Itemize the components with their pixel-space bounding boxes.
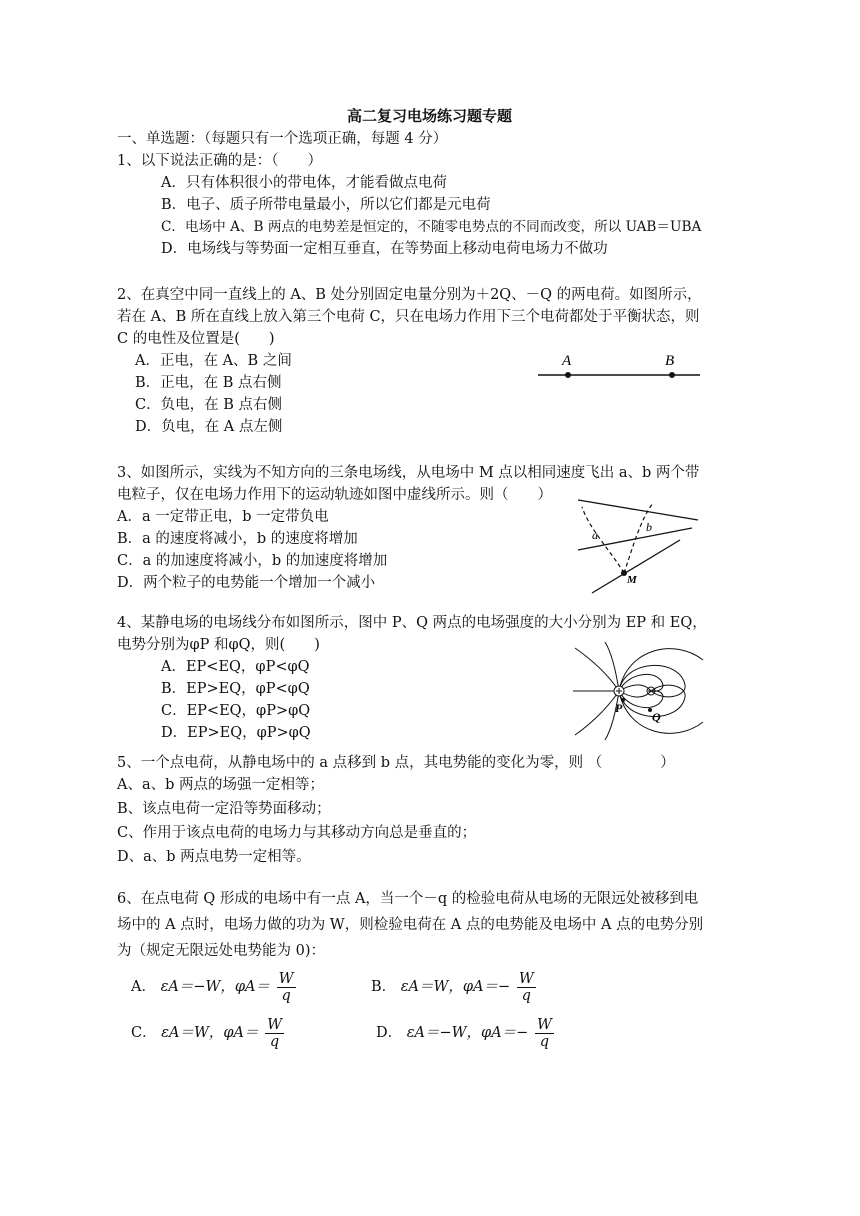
q6-option-a (131, 970, 298, 1004)
q1-option-a: A．只有体积很小的带电体，才能看做点电荷 (161, 175, 447, 191)
q6-option-a-fraction: $\frac{W}{q}$ (278, 970, 294, 1004)
q4-fig-label-p: P (615, 701, 623, 715)
q4-figure (565, 640, 705, 742)
q4-fig-label-q: Q (652, 710, 661, 724)
q6-option-c (131, 1016, 286, 1050)
q3-fig-label-m: M (627, 574, 637, 586)
q2-option-a: A．正电，在 A、B 之间 (135, 353, 292, 369)
q6-option-a-expr: εA＝−W，φA＝ (160, 979, 271, 995)
q4-option-a: A．EP<EQ，φP<φQ (161, 659, 310, 675)
q3-option-a: A．a 一定带正电，b 一定带负电 (117, 509, 329, 525)
q6-option-b (371, 970, 538, 1004)
q3-fig-label-a: a (592, 528, 598, 542)
q2-option-d: D．负电，在 A 点左侧 (135, 419, 283, 435)
q2-stem-line1: 2、在真空中同一直线上的 A、B 处分别固定电量分别为＋2Q、－Q 的两电荷。如图所示， (117, 287, 702, 303)
q2-option-b: B．正电，在 B 点右侧 (135, 375, 282, 391)
q5-option-c: C、作用于该点电荷的电场力与其移动方向总是垂直的； (117, 825, 477, 841)
q2-stem-line3: C 的电性及位置是( ) (117, 331, 275, 347)
q4-option-b: B．EP>EQ，φP<φQ (161, 681, 310, 697)
section-heading: 一、单选题：（每题只有一个选项正确，每题 4 分） (117, 131, 448, 147)
q6-option-a-label: A． (131, 979, 156, 995)
q3-fig-label-b: b (646, 520, 652, 534)
q2-fig-label-b: B (665, 353, 675, 369)
q3-option-c: C．a 的加速度将减小，b 的加速度将增加 (117, 553, 388, 569)
q3-option-b: B．a 的速度将减小，b 的速度将增加 (117, 531, 358, 547)
q6-option-c-fraction: $\frac{W}{q}$ (267, 1016, 283, 1050)
q6-option-d-expr: εA＝−W，φA＝− (406, 1025, 529, 1041)
q1-option-c: C．电场中 A、B 两点的电势差是恒定的，不随零电势点的不同而改变，所以 UAB＝UBA (161, 219, 702, 235)
q3-option-d: D．两个粒子的电势能一个增加一个减小 (117, 575, 376, 591)
q3-stem-line1: 3、如图所示，实线为不知方向的三条电场线，从电场中 M 点以相同速度飞出 a、b 两个带 (117, 465, 700, 481)
q6-stem-line2: 场中的 A 点时，电场力做的功为 W，则检验电荷在 A 点的电势能及电场中 A 点的电势分别 (117, 917, 704, 933)
q6-option-d (376, 1016, 556, 1050)
q4-option-d: D．EP>EQ，φP>φQ (161, 725, 311, 741)
q6-option-b-fraction: $\frac{W}{q}$ (518, 970, 534, 1004)
q6-option-d-label: D． (376, 1025, 403, 1041)
q6-stem-line3: 为（规定无限远处电势能为 0)： (117, 943, 325, 959)
q1-stem: 1、以下说法正确的是：（ ） (117, 153, 322, 169)
page-title: 高二复习电场练习题专题 (347, 107, 513, 125)
q6-option-c-label: C． (131, 1025, 157, 1041)
q1-option-d: D．电场线与等势面一定相互垂直，在等势面上移动电荷电场力不做功 (161, 241, 608, 257)
q6-option-b-label: B． (371, 979, 397, 995)
q5-option-b: B、该点电荷一定沿等势面移动； (117, 801, 331, 817)
q5-option-a: A、a、b 两点的场强一定相等； (117, 777, 325, 793)
q6-option-d-fraction: $\frac{W}{q}$ (536, 1016, 552, 1050)
q5-option-d: D、a、b 两点电势一定相等。 (117, 849, 311, 865)
q4-stem-line1: 4、某静电场的电场线分布如图所示，图中 P、Q 两点的电场强度的大小分别为 EP 和 EQ， (117, 615, 707, 631)
q4-stem-line2: 电势分别为φP 和φQ，则( ) (117, 637, 320, 653)
q4-option-c: C．EP<EQ，φP>φQ (161, 703, 311, 719)
q2-stem-line2: 若在 A、B 所在直线上放入第三个电荷 C，只在电场力作用下三个电荷都处于平衡状态，则 (117, 309, 700, 325)
q6-option-c-expr: εA＝W，φA＝ (161, 1025, 259, 1041)
q2-figure (530, 345, 710, 385)
q6-stem-line1: 6、在点电荷 Q 形成的电场中有一点 A，当一个－q 的检验电荷从电场的无限远处被移到电 (117, 891, 699, 907)
q1-option-b: B．电子、质子所带电量最小，所以它们都是元电荷 (161, 197, 491, 213)
q6-option-b-expr: εA＝W，φA＝− (400, 979, 511, 995)
q3-stem-line2: 电粒子，仅在电场力作用下的运动轨迹如图中虚线所示。则（ ） (117, 487, 552, 503)
q2-option-c: C．负电，在 B 点右侧 (135, 397, 282, 413)
q2-fig-label-a: A (562, 353, 572, 369)
q3-figure (570, 495, 705, 600)
q5-stem: 5、一个点电荷，从静电场中的 a 点移到 b 点，其电势能的变化为零，则 （ ） (117, 755, 675, 771)
